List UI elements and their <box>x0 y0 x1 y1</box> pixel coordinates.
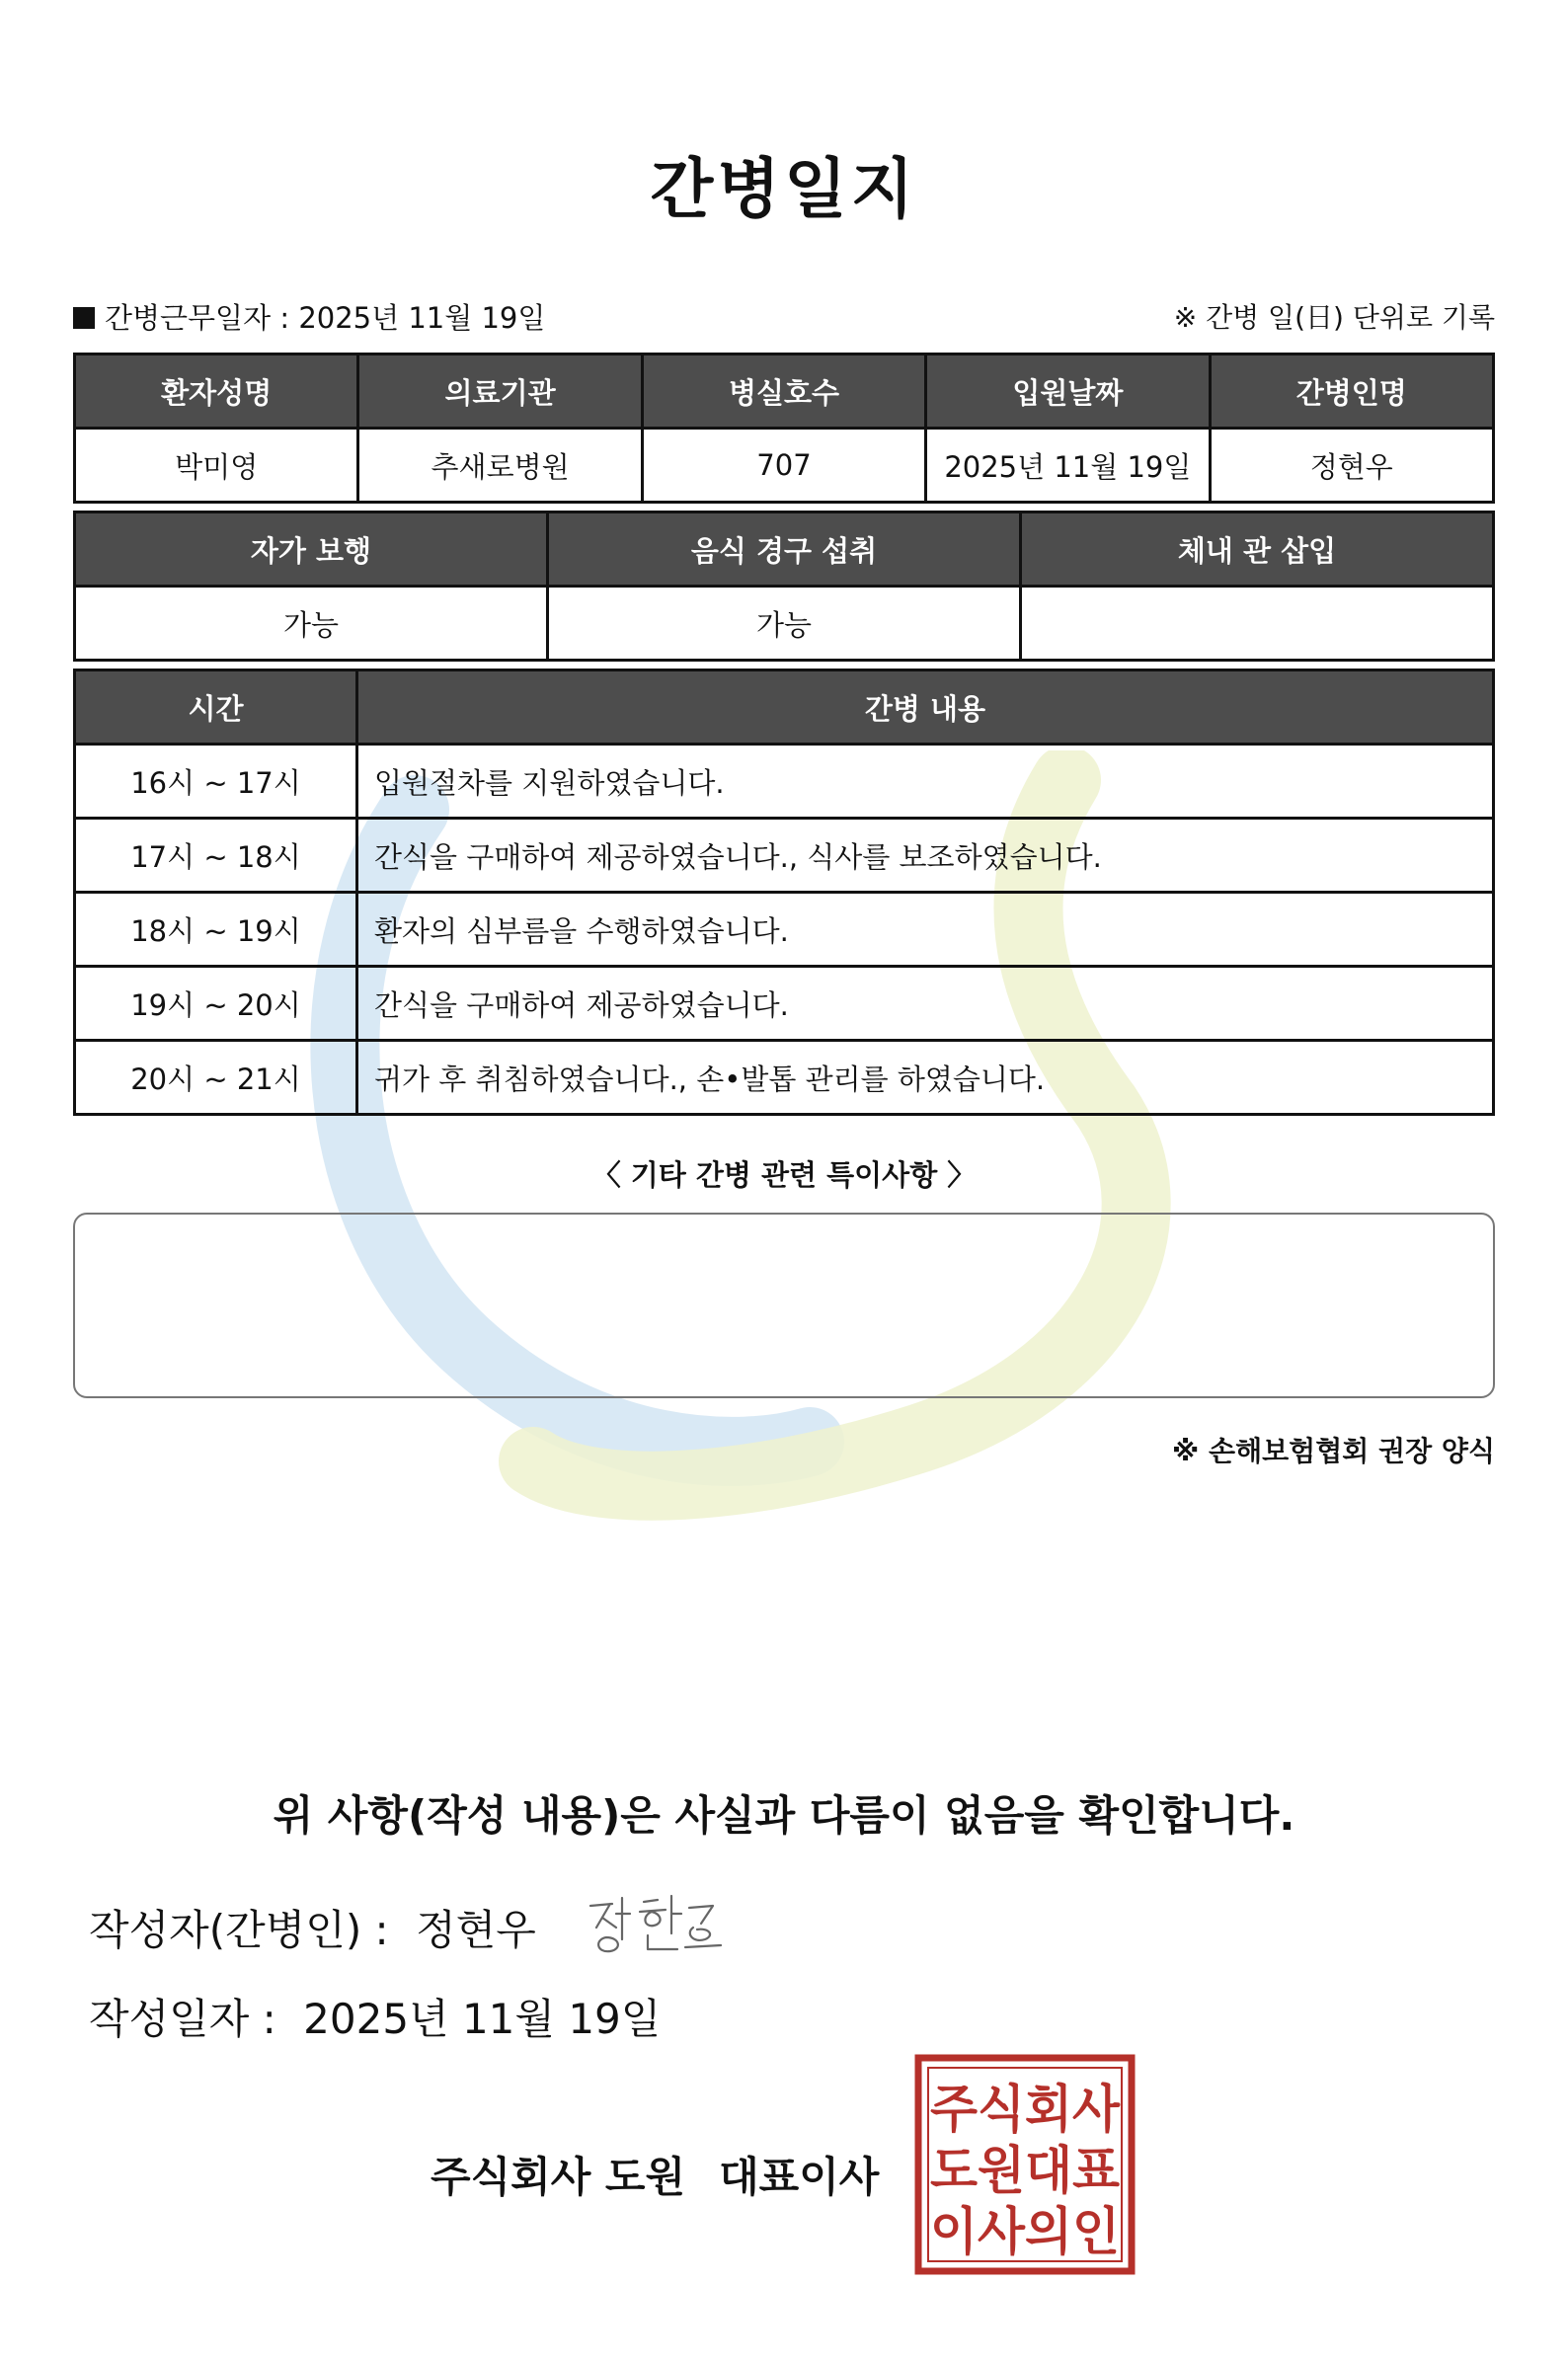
care-log-header-row <box>75 670 1494 745</box>
institution: 추새로병원 <box>358 429 642 503</box>
status-header-row <box>75 512 1494 587</box>
writer-name: 정현우 <box>416 1906 536 1954</box>
header-self-walking: 자가 보행 <box>75 512 548 587</box>
work-date-separator: : <box>279 301 290 335</box>
writer-label: 작성자(간병인) : <box>89 1906 389 1954</box>
content-cell: 간식을 구매하여 제공하였습니다. <box>357 967 1494 1041</box>
header-time: 시간 <box>75 670 357 745</box>
header-oral-intake: 음식 경구 섭취 <box>548 512 1021 587</box>
company-name: 주식회사 도원 <box>431 2153 686 2201</box>
recommended-form-note: ※ 손해보험협회 권장 양식 <box>1172 1435 1495 1467</box>
content-cell: 간식을 구매하여 제공하였습니다., 식사를 보조하였습니다. <box>357 819 1494 893</box>
written-date-label: 작성일자 : <box>89 1995 276 2043</box>
written-date-line <box>89 1987 661 2046</box>
work-date-line <box>73 296 545 337</box>
admission-date: 2025년 11월 19일 <box>926 429 1210 503</box>
header-care-content: 간병 내용 <box>357 670 1494 745</box>
header-patient-name: 환자성명 <box>75 354 358 429</box>
patient-info-table <box>73 353 1495 504</box>
record-note: ※ 간병 일(日) 단위로 기록 <box>1173 301 1495 334</box>
confirmation-statement: 위 사항(작성 내용)은 사실과 다름이 없음을 확인합니다. <box>273 1791 1295 1840</box>
status-value-row <box>75 587 1494 661</box>
company-seal-stamp <box>914 2054 1136 2275</box>
room-number: 707 <box>642 429 925 503</box>
patient-status-table <box>73 511 1495 662</box>
company-signoff <box>431 2145 912 2204</box>
table-row <box>75 1041 1494 1115</box>
header-caregiver-name: 간병인명 <box>1210 354 1493 429</box>
svg-text:도원대표: 도원대표 <box>930 2142 1120 2201</box>
tube-insertion-value <box>1021 587 1494 661</box>
oral-intake-value: 가능 <box>548 587 1021 661</box>
patient-name: 박미영 <box>75 429 358 503</box>
content-cell: 입원절차를 지원하였습니다. <box>357 745 1494 819</box>
patient-value-row <box>75 429 1494 503</box>
svg-text:이사의인: 이사의인 <box>930 2203 1120 2262</box>
square-bullet-icon <box>73 307 95 329</box>
work-date-label: 간병근무일자 <box>105 301 272 335</box>
time-cell: 20시 ~ 21시 <box>75 1041 357 1115</box>
caregiver-name: 정현우 <box>1210 429 1493 503</box>
patient-header-row <box>75 354 1494 429</box>
table-row <box>75 819 1494 893</box>
content-cell: 귀가 후 취침하였습니다., 손•발톱 관리를 하였습니다. <box>357 1041 1494 1115</box>
svg-text:주식회사: 주식회사 <box>930 2081 1121 2140</box>
time-cell: 18시 ~ 19시 <box>75 893 357 967</box>
header-tube-insertion: 체내 관 삽입 <box>1021 512 1494 587</box>
time-cell: 19시 ~ 20시 <box>75 967 357 1041</box>
time-cell: 17시 ~ 18시 <box>75 819 357 893</box>
header-institution: 의료기관 <box>358 354 642 429</box>
work-date-value: 2025년 11월 19일 <box>298 301 546 335</box>
time-cell: 16시 ~ 17시 <box>75 745 357 819</box>
handwritten-signature <box>583 1884 731 1963</box>
care-log-table <box>73 669 1495 1116</box>
company-title: 대표이사 <box>719 2153 880 2201</box>
table-row <box>75 967 1494 1041</box>
written-date-value: 2025년 11월 19일 <box>303 1995 662 2043</box>
table-row <box>75 745 1494 819</box>
writer-line <box>89 1898 536 1957</box>
content-cell: 환자의 심부름을 수행하였습니다. <box>357 893 1494 967</box>
notes-label: 〈 기타 간병 관련 특이사항 〉 <box>591 1158 977 1192</box>
table-row <box>75 893 1494 967</box>
special-notes-box <box>73 1213 1495 1398</box>
page-title: 간병일지 <box>650 151 918 227</box>
header-room-number: 병실호수 <box>642 354 925 429</box>
header-admission-date: 입원날짜 <box>926 354 1210 429</box>
self-walking-value: 가능 <box>75 587 548 661</box>
